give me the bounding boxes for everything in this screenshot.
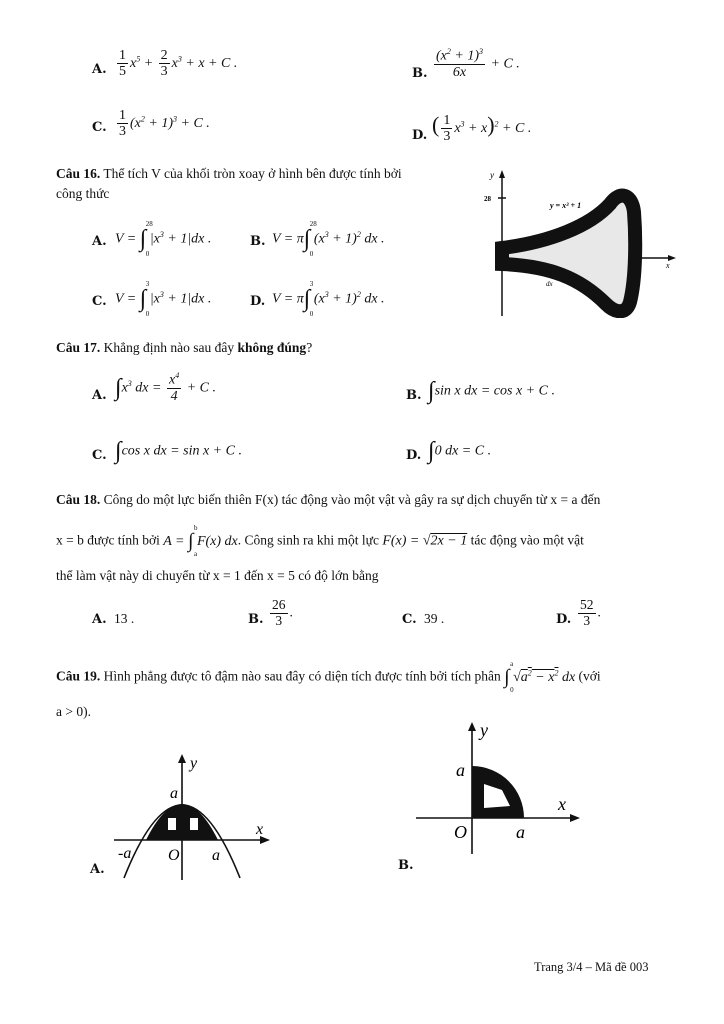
q16-option-d-label: D. — [250, 294, 266, 309]
q16-text-line2: công thức — [56, 186, 110, 201]
q18-option-c-label: C. — [402, 612, 417, 627]
q18-work-formula: A = ∫ b a F(x) dx — [163, 524, 238, 558]
q18-option-d-label: D. — [556, 612, 572, 627]
q16-fig-x-label: x — [666, 261, 670, 270]
q19-option-a-label: A. — [90, 862, 105, 877]
q19-text-end: (với — [578, 668, 601, 684]
q16-fig-curve-label: y = x³ + 1 — [550, 201, 582, 210]
q19-fig-b-a-top: a — [456, 760, 465, 780]
q19-title: Câu 19. — [56, 668, 101, 684]
q17-text: Khẳng định nào sau đây — [103, 340, 235, 355]
q17-option-a-label: A. — [92, 388, 107, 403]
q18-line2c: tác động vào một vật — [470, 532, 584, 548]
q17-question — [56, 340, 312, 356]
q18-option-a-value: 13 . — [114, 611, 135, 626]
q16-option-b-label: B. — [250, 234, 266, 249]
q16-option-a-formula: V = ∫ 28 0 $|x^3 + 1|dx$ . — [115, 220, 212, 258]
q15-option-d-label: D. — [412, 128, 428, 143]
q19-fig-b-y-label: y — [480, 720, 488, 740]
q19-fig-a-y-label: y — [190, 755, 198, 772]
q19-fig-b-origin: O — [454, 822, 467, 842]
q16-fig-y-label: y — [490, 170, 494, 180]
q19-fig-a-a-right: a — [212, 847, 220, 864]
q16-fig-dx-label: dx — [546, 280, 553, 288]
q18-option-b-value: $\frac{26}{3}$ . — [272, 597, 293, 628]
q19-fig-a-a-top: a — [170, 785, 178, 802]
q16-option-c-formula: V = ∫ 3 0 $|x^3 + 1|dx$ . — [115, 280, 212, 318]
q17-title: Câu 17. — [56, 340, 101, 355]
q19-fig-b-x-label: x — [558, 794, 566, 814]
q17-option-d-label: D. — [406, 448, 422, 463]
q17-option-b-formula: ∫sin x dx = cos x + C . — [428, 378, 555, 404]
q16-fig-y-tick: 28 — [484, 195, 491, 203]
q18-option-d-num: 52 — [580, 597, 594, 612]
q17-text-bold: không đúng — [237, 340, 307, 355]
q18-force-formula: F(x) = √2x − 1 — [382, 533, 468, 549]
q19-option-b-label: B. — [398, 858, 414, 873]
q19-figure-a — [110, 752, 280, 882]
q18-line1: Công do một lực biến thiên F(x) tác động vào một vật và gây ra sự dịch chuyển từ x = a đến — [103, 492, 601, 507]
page-footer: Trang 3/4 – Mã đề 003 — [534, 960, 649, 974]
q15-option-c-label: C. — [92, 120, 107, 135]
q18-option-d-den: 3 — [583, 612, 591, 628]
q17-option-c-formula: ∫cos x dx = sin x + C . — [115, 438, 242, 464]
q16-option-d-formula: V = π∫ 3 0 $(x^3 + 1)^2$ dx . — [272, 280, 385, 318]
q19-question-line1 — [56, 660, 601, 694]
q17-option-c-label: C. — [92, 448, 107, 463]
q18-option-c-value: 39 . — [424, 611, 445, 626]
q18-option-b-num: 26 — [272, 597, 286, 612]
q19-integral: ∫ a 0 $√a^2 - x^2$ dx — [504, 660, 576, 694]
q16-option-b-formula: V = π∫ 28 0 $(x^3 + 1)^2$ dx . — [272, 220, 385, 258]
q18-question-line1 — [56, 492, 600, 508]
q19-figure-b — [412, 718, 592, 858]
q16-text: Thể tích V của khối tròn xoay ở hình bên được tính bởi — [103, 166, 402, 181]
q16-title: Câu 16. — [56, 166, 101, 181]
q15-option-c-formula: $\frac{1}{3}$ $(x^2 + 1)^3 + C$ . — [119, 108, 210, 140]
q18-option-a-label: A. — [92, 612, 107, 627]
q18-line2a: x = b được tính bởi — [56, 532, 160, 548]
q16-solid-of-revolution-figure — [480, 168, 680, 318]
q18-option-b-label: B. — [248, 612, 264, 627]
q18-line3: thể làm vật này di chuyển từ x = 1 đến x = 5 có độ lớn bằng — [56, 568, 379, 583]
q19-fig-a-neg-a: -a — [118, 845, 132, 862]
q16-question — [56, 166, 402, 182]
q19-fig-b-a-right: a — [516, 822, 525, 842]
q17-text-end: ? — [306, 340, 313, 355]
q17-option-d-formula: ∫0 dx = C . — [428, 438, 492, 464]
q19-fig-a-x-label: x — [256, 821, 264, 838]
q19-line2: a > 0). — [56, 704, 91, 719]
q15-option-a-label: A. — [92, 62, 107, 77]
q19-text: Hình phẳng được tô đậm nào sau đây có diện tích được tính bởi tích phân — [103, 668, 501, 684]
q16-option-a-label: A. — [92, 234, 107, 249]
q15-option-b-formula: $\frac{(x^2 + 1)^3}{6x}$ + C . — [436, 47, 520, 81]
q15-option-b-label: B. — [412, 66, 428, 81]
q19-fig-a-origin: O — [168, 847, 180, 864]
q17-option-b-label: B. — [406, 388, 422, 403]
q17-option-a-formula: $\int x^3$ dx = $\frac{x^4}{4}$ + C . — [115, 371, 216, 405]
q15-option-a-formula: $\frac{1}{5}$ $x^5$ + $\frac{2}{3}$ $x^3 + x + C$ . — [119, 48, 238, 80]
q16-option-c-label: C. — [92, 294, 107, 309]
q18-option-d-value: $\frac{52}{3}$ . — [580, 597, 601, 628]
q15-option-d-formula: ( $\frac{1}{3}$ $x^3 + x)^2 + C$ . — [432, 112, 532, 145]
q18-title: Câu 18. — [56, 492, 101, 507]
q18-option-b-den: 3 — [275, 612, 283, 628]
q18-line2b: . Công sinh ra khi một lực — [237, 532, 379, 548]
q18-question-line2 — [56, 524, 584, 558]
